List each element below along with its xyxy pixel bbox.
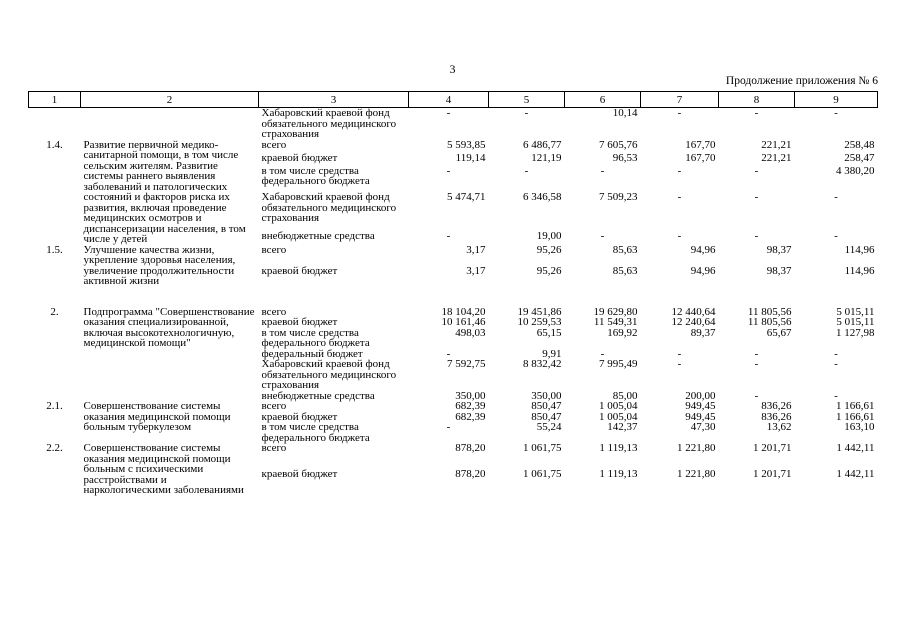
value-col-5: 95,26: [536, 243, 562, 256]
value-col-7: 167,70: [685, 138, 716, 151]
value-col-8: 98,37: [766, 264, 792, 277]
value-col-6: -: [600, 347, 605, 360]
value-col-7: 1 221,80: [677, 468, 716, 481]
value-col-4: 350,00: [455, 389, 486, 402]
value-col-7: -: [677, 107, 682, 119]
value-col-4: -: [446, 164, 451, 177]
value-col-9: 1 442,11: [836, 468, 875, 481]
value-col-4: -: [446, 347, 451, 360]
column-number-7: 7: [641, 92, 719, 108]
column-number-4: 4: [409, 92, 489, 108]
funding-source: в том числе средства федерального бюджета: [261, 164, 370, 188]
value-col-9: -: [834, 389, 838, 402]
value-col-6: 11 549,31: [593, 316, 638, 328]
value-col-5: 95,26: [536, 264, 562, 277]
funding-source: краевой бюджет: [261, 468, 338, 481]
value-col-4: 18 104,20: [441, 305, 486, 318]
table-row: [29, 108, 878, 140]
value-col-5: 1 061,75: [523, 442, 562, 454]
value-col-8: 836,26: [761, 400, 792, 412]
value-col-6: 1 005,04: [599, 410, 638, 423]
item-number: 1.5.: [46, 243, 63, 256]
value-col-6: 142,37: [607, 421, 638, 433]
funding-source: краевой бюджет: [261, 410, 338, 423]
value-col-7: 12 440,64: [671, 305, 716, 318]
item-number: 2.1.: [46, 400, 63, 412]
value-col-8: -: [754, 389, 759, 402]
value-col-7: -: [677, 347, 682, 360]
page-number: 3: [449, 62, 456, 76]
value-col-9: 114,96: [844, 243, 875, 256]
value-col-6: 7 605,76: [599, 138, 638, 151]
value-col-6: 1 119,13: [599, 468, 638, 481]
value-col-8: 65,67: [766, 326, 792, 339]
value-col-5: 8 832,42: [523, 358, 562, 370]
column-number-6: 6: [565, 92, 641, 108]
value-col-9: 1 166,61: [836, 400, 875, 412]
item-name: Улучшение качества жизни, укрепление здоровья населения, увеличение продолжительности активной жизни: [83, 243, 236, 287]
value-col-4: 119,14: [455, 151, 486, 164]
value-col-7: -: [677, 191, 682, 203]
funding-source: краевой бюджет: [261, 151, 338, 164]
value-col-9: 163,10: [844, 421, 875, 433]
value-col-7: 94,96: [690, 264, 716, 277]
value-col-8: 221,21: [761, 151, 792, 164]
value-col-6: 7 509,23: [599, 191, 638, 203]
value-col-4: 498,03: [455, 326, 486, 339]
value-col-9: 1 166,61: [836, 410, 875, 423]
item-number: 2.2.: [46, 442, 63, 454]
value-col-6: 1 005,04: [599, 400, 638, 412]
funding-source: всего: [261, 400, 287, 412]
value-col-8: -: [754, 107, 759, 119]
value-col-9: -: [834, 358, 838, 370]
funding-source: в том числе средства федерального бюджета: [261, 421, 370, 444]
item-number: [29, 108, 81, 140]
funding-source: федеральный бюджет: [261, 347, 363, 360]
value-col-9: 5 015,11: [836, 305, 875, 318]
value-col-4: 5 593,85: [447, 138, 486, 151]
value-col-7: 94,96: [690, 243, 716, 256]
value-col-4: 10 161,46: [441, 316, 486, 328]
value-col-4: 5 474,71: [447, 191, 486, 203]
item-name: Совершенствование системы оказания медицинской помощи больным туберкулезом: [83, 400, 231, 433]
funding-source: внебюджетные средства: [261, 389, 375, 402]
value-col-4: 878,20: [455, 468, 486, 481]
value-col-8: 221,21: [761, 138, 792, 151]
value-col-9: 258,47: [844, 151, 875, 164]
item-name: Развитие первичной медико-санитарной помощи, в том числе сельским жителям. Развитие системы раннего выявления заболеваний и патологических состояний и факторов риска их развития, включая проведение медицинских осмотров и диспансеризации населения, в том числе у детей: [83, 138, 246, 245]
table-row: [29, 443, 878, 469]
value-col-5: 350,00: [531, 389, 562, 402]
value-col-7: 47,30: [690, 421, 716, 433]
value-col-4: -: [446, 421, 451, 433]
value-col-5: 6 486,77: [523, 138, 562, 151]
value-col-5: 850,47: [531, 400, 562, 412]
funding-source: внебюджетные средства: [261, 230, 375, 243]
value-col-4: 3,17: [466, 243, 486, 256]
column-number-9: 9: [795, 92, 878, 108]
item-name: Совершенствование системы оказания медицинской помощи больным с психическими расстройствами и наркологическими заболеваниями: [83, 442, 244, 496]
table-header: [29, 92, 878, 108]
appendix-continuation-label: Продолжение приложения № 6: [725, 75, 878, 87]
value-col-8: 11 805,56: [747, 305, 792, 318]
value-col-6: 7 995,49: [599, 358, 638, 370]
value-col-9: -: [834, 107, 838, 119]
funding-source: всего: [261, 305, 287, 318]
value-col-7: 1 221,80: [677, 442, 716, 454]
table-body: [29, 108, 878, 496]
item-number: 2.: [50, 305, 59, 318]
value-col-8: 836,26: [761, 410, 792, 423]
column-number-3: 3: [259, 92, 409, 108]
value-col-4: -: [446, 107, 451, 119]
value-col-8: 98,37: [766, 243, 792, 256]
value-col-9: 4 380,20: [836, 164, 875, 177]
value-col-4: 7 592,75: [447, 358, 486, 370]
value-col-5: -: [524, 107, 529, 119]
value-col-9: 258,48: [844, 138, 875, 151]
funding-source: всего: [261, 138, 287, 151]
value-col-4: 3,17: [466, 264, 486, 277]
value-col-9: 1 442,11: [836, 442, 875, 454]
value-col-6: -: [600, 164, 605, 177]
value-col-6: 19 629,80: [593, 305, 638, 318]
value-col-4: 682,39: [455, 400, 486, 412]
value-col-6: 96,53: [612, 151, 638, 164]
value-col-8: 1 201,71: [753, 468, 792, 481]
funding-source: краевой бюджет: [261, 264, 338, 277]
value-col-5: 850,47: [531, 410, 562, 423]
table-row: [29, 245, 878, 266]
value-col-6: 85,00: [612, 389, 638, 402]
value-col-5: 19 451,86: [517, 305, 562, 318]
value-col-8: 11 805,56: [747, 316, 792, 328]
value-col-4: -: [446, 230, 451, 243]
value-col-5: 10 259,53: [517, 316, 562, 328]
value-col-9: 1 127,98: [836, 326, 875, 339]
value-col-9: -: [834, 347, 838, 360]
value-col-5: 121,19: [531, 151, 562, 164]
spacer-row: [29, 287, 878, 307]
column-number-8: 8: [719, 92, 795, 108]
item-number: 1.4.: [46, 138, 63, 151]
value-col-8: -: [754, 358, 759, 370]
value-col-5: 1 061,75: [523, 468, 562, 481]
value-col-6: 10,14: [612, 107, 638, 119]
value-col-8: -: [754, 347, 759, 360]
value-col-7: -: [677, 358, 682, 370]
funding-source: краевой бюджет: [261, 316, 338, 328]
funding-source: всего: [261, 243, 287, 256]
value-col-9: 114,96: [844, 264, 875, 277]
budget-table: [28, 91, 878, 496]
value-col-8: 1 201,71: [753, 442, 792, 454]
funding-source: всего: [261, 442, 287, 454]
value-col-6: -: [600, 230, 605, 243]
value-col-8: 13,62: [766, 421, 792, 433]
table-row: [29, 140, 878, 153]
column-number-5: 5: [489, 92, 565, 108]
funding-source: Хабаровский краевой фонд обязательного медицинского страхования: [261, 107, 397, 140]
funding-source: Хабаровский краевой фонд обязательного медицинского страхования: [261, 358, 397, 391]
value-col-4: 682,39: [455, 410, 486, 423]
value-col-9: -: [834, 230, 838, 243]
value-col-7: 167,70: [685, 151, 716, 164]
value-col-5: 55,24: [536, 421, 562, 433]
value-col-9: 5 015,11: [836, 316, 875, 328]
value-col-7: -: [677, 164, 682, 177]
funding-source: в том числе средства федерального бюджета: [261, 326, 370, 349]
value-col-5: 65,15: [536, 326, 562, 339]
value-col-7: 12 240,64: [671, 316, 716, 328]
value-col-5: 9,91: [542, 347, 562, 360]
value-col-6: 169,92: [607, 326, 638, 339]
column-number-2: 2: [81, 92, 259, 108]
value-col-8: -: [754, 191, 759, 203]
value-col-5: 19,00: [536, 230, 562, 243]
value-col-7: 949,45: [685, 400, 716, 412]
value-col-6: 1 119,13: [599, 442, 638, 454]
item-name: [81, 108, 259, 140]
value-col-5: -: [524, 164, 529, 177]
value-col-7: 200,00: [685, 389, 716, 402]
item-name: Подпрограмма "Совершенствование оказания специализированной, включая высокотехнологичную, медицинской помощи": [83, 305, 255, 349]
table-row: [29, 401, 878, 412]
value-col-7: 949,45: [685, 410, 716, 423]
value-col-8: -: [754, 164, 759, 177]
value-col-5: 6 346,58: [523, 191, 562, 203]
value-col-6: 85,63: [612, 264, 638, 277]
value-col-7: 89,37: [690, 326, 716, 339]
value-col-9: -: [834, 191, 838, 203]
value-col-6: 85,63: [612, 243, 638, 256]
funding-source: Хабаровский краевой фонд обязательного медицинского страхования: [261, 191, 397, 224]
value-col-7: -: [677, 230, 682, 243]
value-col-8: -: [754, 230, 759, 243]
column-number-1: 1: [29, 92, 81, 108]
column-number-row: [29, 92, 878, 108]
value-col-4: 878,20: [455, 442, 486, 454]
